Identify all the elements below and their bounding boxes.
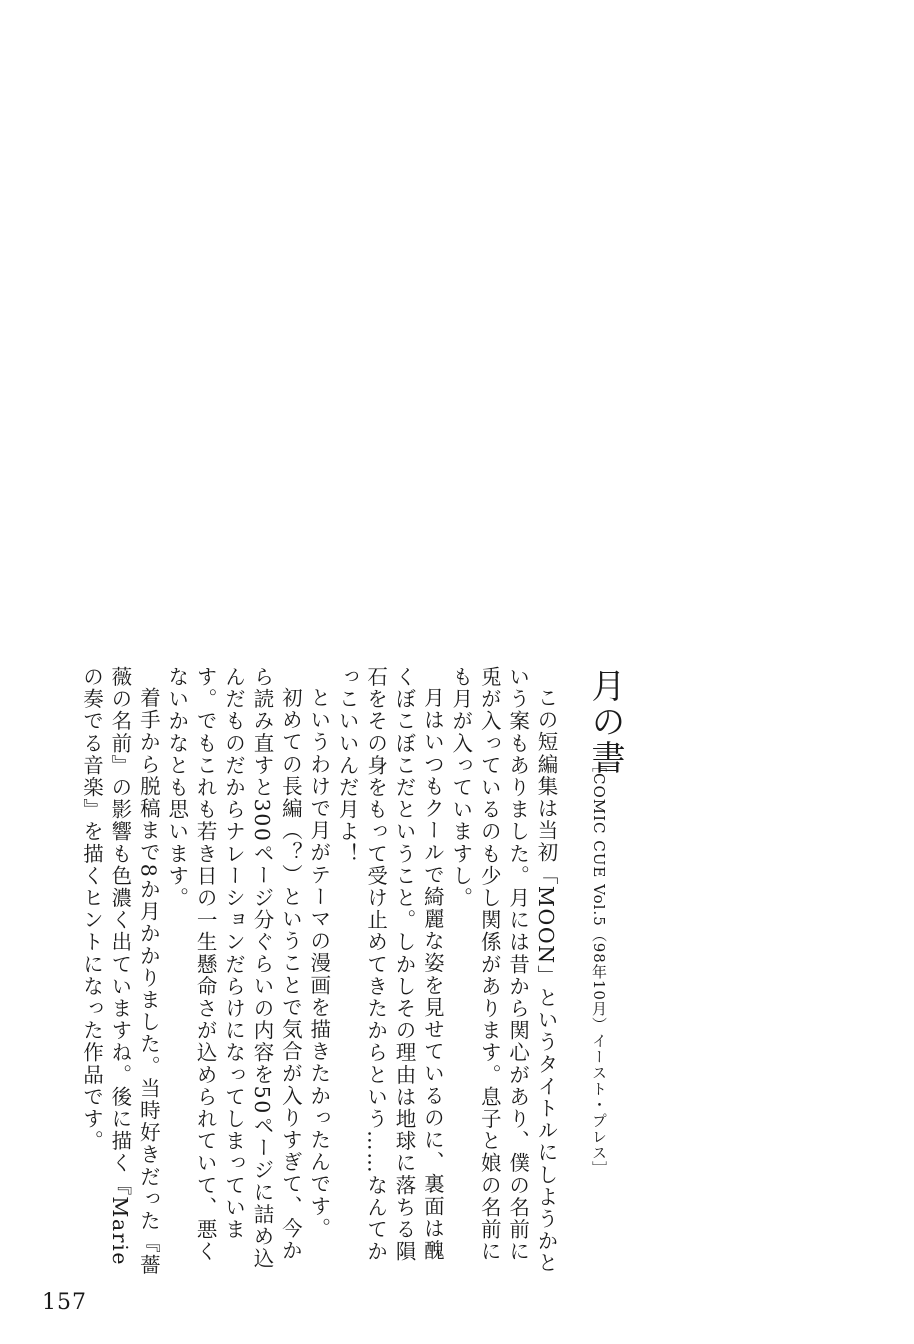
paragraph: 初めての長編（？）ということで気合が入りすぎて、今から読み直すと300ページ分ぐらいの内容を50ページに詰め込んだものだからナレーションだらけになってしまっています。でもこれも若き日の一生懸命さが込められていて、悪くないかなとも思います。 [164,666,303,1270]
paragraph: というわけで月がテーマの漫画を描きたかったんです。 [306,686,331,1239]
afterword-body [44,666,560,1278]
chapter-title: 月の書 [585,668,625,776]
paragraph: 着手から脱稿まで8か月かかりました。当時好きだった『薔薇の名前』の影響も色濃く出ていますね。後に描く『Marieの奏でる音楽』を描くヒントになった作品です。 [79,666,161,1276]
publication-source: ［COMIC CUE Vol.5（98年10月）イースト・プレス］ [590,757,608,1177]
paragraph: この短編集は当初「MOON」というタイトルにしようかという案もありました。月には昔から関心があり、僕の名前に兎が入っているのも少し関係があります。息子と娘の名前にも月が入っていますし。 [448,666,558,1274]
paragraph: 月はいつもクールで綺麗な姿を見せているのに、裏面は醜くぼこぼこだということ。しかしその理由は地球に落ちる隕石をその身をもって受け止めてきたからという……なんてかっこいいんだ月よ！ [335,666,445,1263]
page-number: 157 [42,1290,87,1315]
